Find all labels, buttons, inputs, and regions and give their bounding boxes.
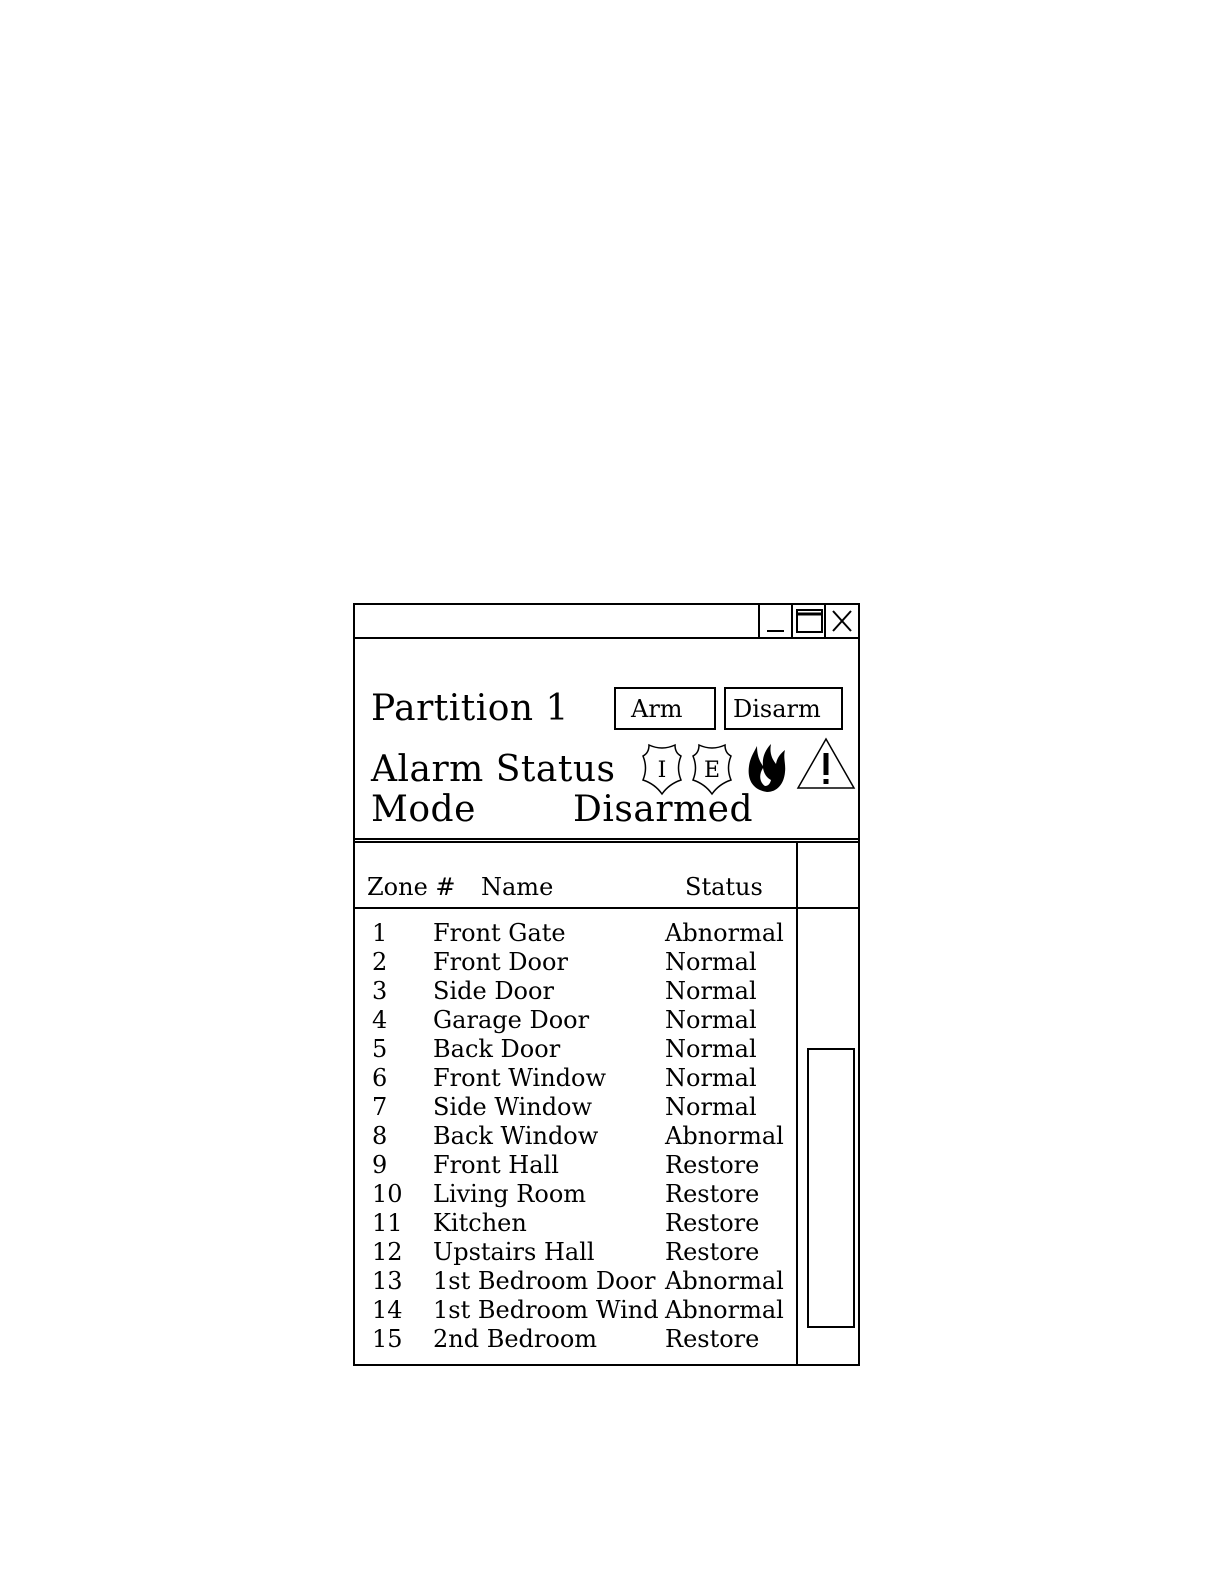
zone-name: Side Window xyxy=(433,1093,593,1121)
zone-name: Upstairs Hall xyxy=(433,1238,595,1266)
column-zone-header: Zone # xyxy=(367,873,456,901)
zone-status: Abnormal xyxy=(665,1122,784,1150)
zone-status: Normal xyxy=(665,1064,757,1092)
scrollbar-header xyxy=(798,843,858,909)
zone-number: 11 xyxy=(372,1209,403,1237)
zone-number: 12 xyxy=(372,1238,403,1266)
shield-icon xyxy=(639,742,685,796)
zone-list xyxy=(355,843,858,1364)
zone-status: Normal xyxy=(665,1006,757,1034)
scrollbar-divider xyxy=(796,843,798,1364)
column-status-header: Status xyxy=(685,873,763,901)
zone-status: Normal xyxy=(665,1035,757,1063)
zone-name: Kitchen xyxy=(433,1209,527,1237)
partition-header xyxy=(355,639,858,843)
zone-number: 8 xyxy=(372,1122,388,1150)
zone-name: Garage Door xyxy=(433,1006,590,1034)
table-row[interactable] xyxy=(355,919,796,948)
zone-name: 2nd Bedroom xyxy=(433,1325,598,1353)
mode-label: Mode xyxy=(371,789,476,830)
zone-number: 3 xyxy=(372,977,388,1005)
zone-number: 2 xyxy=(372,948,388,976)
alarm-window xyxy=(353,603,860,1366)
zone-number: 10 xyxy=(372,1180,403,1208)
zone-name: 1st Bedroom Wind xyxy=(433,1296,659,1324)
shield-icon xyxy=(689,742,735,796)
minimize-button[interactable] xyxy=(758,605,791,637)
partition-label: Partition 1 xyxy=(371,688,569,729)
arm-button[interactable]: Arm xyxy=(614,687,716,730)
zone-name: Back Window xyxy=(433,1122,599,1150)
table-row[interactable] xyxy=(355,1180,796,1209)
zone-name: Front Window xyxy=(433,1064,607,1092)
table-row[interactable] xyxy=(355,1325,796,1354)
zone-status: Restore xyxy=(665,1325,760,1353)
table-row[interactable] xyxy=(355,977,796,1006)
table-row[interactable] xyxy=(355,1093,796,1122)
zone-rows xyxy=(355,919,796,1354)
title-bar xyxy=(355,605,858,639)
table-row[interactable] xyxy=(355,1267,796,1296)
table-row[interactable] xyxy=(355,1238,796,1267)
zone-status: Abnormal xyxy=(665,1267,784,1295)
table-header xyxy=(355,843,796,909)
zone-number: 5 xyxy=(372,1035,388,1063)
close-button[interactable] xyxy=(824,605,858,637)
disarm-button[interactable]: Disarm xyxy=(724,687,843,730)
zone-number: 13 xyxy=(372,1267,403,1295)
zone-name: 1st Bedroom Door xyxy=(433,1267,656,1295)
table-row[interactable] xyxy=(355,1209,796,1238)
warning-icon xyxy=(795,736,857,792)
maximize-icon xyxy=(793,605,826,637)
zone-name: Back Door xyxy=(433,1035,561,1063)
table-row[interactable] xyxy=(355,1006,796,1035)
zone-number: 14 xyxy=(372,1296,403,1324)
zone-name: Side Door xyxy=(433,977,554,1005)
zone-name: Front Door xyxy=(433,948,568,976)
zone-status: Restore xyxy=(665,1151,760,1179)
zone-status: Restore xyxy=(665,1238,760,1266)
table-row[interactable] xyxy=(355,1296,796,1325)
table-row[interactable] xyxy=(355,1151,796,1180)
scrollbar-thumb[interactable] xyxy=(807,1048,855,1328)
fire-icon xyxy=(745,742,789,794)
zone-status: Abnormal xyxy=(665,1296,784,1324)
zone-number: 1 xyxy=(372,919,388,947)
alarm-status-label: Alarm Status xyxy=(371,749,616,790)
zone-status: Abnormal xyxy=(665,919,784,947)
maximize-button[interactable] xyxy=(791,605,824,637)
table-row[interactable] xyxy=(355,1035,796,1064)
zone-number: 6 xyxy=(372,1064,388,1092)
zone-status: Normal xyxy=(665,977,757,1005)
zone-number: 4 xyxy=(372,1006,388,1034)
zone-status: Restore xyxy=(665,1180,760,1208)
zone-status: Normal xyxy=(665,1093,757,1121)
mode-value: Disarmed xyxy=(573,789,754,830)
zone-number: 7 xyxy=(372,1093,388,1121)
zone-status: Normal xyxy=(665,948,757,976)
interior-zone-letter: I xyxy=(657,758,667,783)
zone-status: Restore xyxy=(665,1209,760,1237)
table-row[interactable] xyxy=(355,948,796,977)
exterior-zone-letter: E xyxy=(703,758,721,783)
zone-name: Front Hall xyxy=(433,1151,559,1179)
zone-name: Living Room xyxy=(433,1180,587,1208)
table-row[interactable] xyxy=(355,1064,796,1093)
close-icon xyxy=(826,605,860,637)
zone-name: Front Gate xyxy=(433,919,566,947)
zone-number: 9 xyxy=(372,1151,388,1179)
table-row[interactable] xyxy=(355,1122,796,1151)
zone-number: 15 xyxy=(372,1325,403,1353)
column-name-header: Name xyxy=(481,873,554,901)
minimize-icon xyxy=(760,605,793,637)
